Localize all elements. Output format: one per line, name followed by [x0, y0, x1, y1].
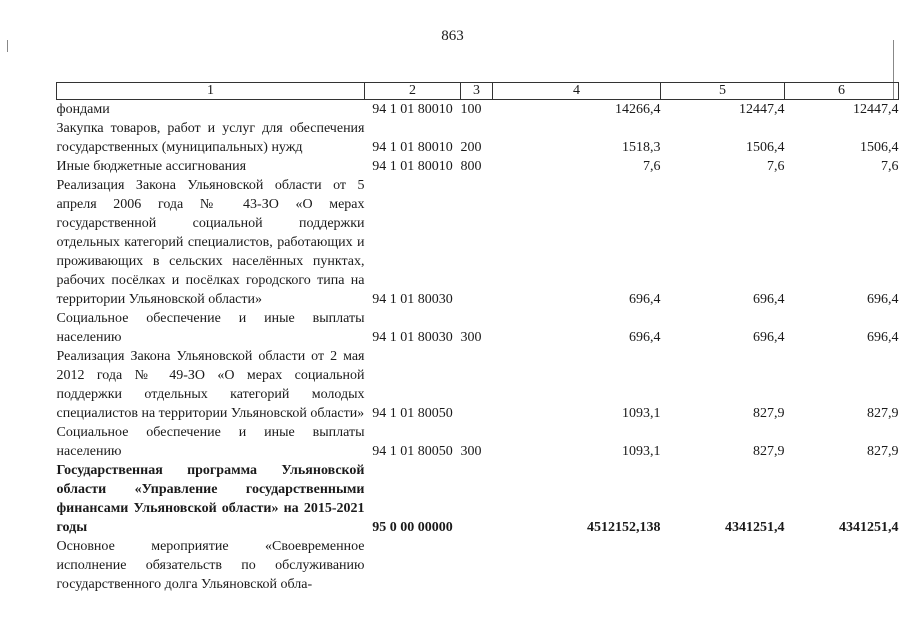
column-header: 2: [365, 83, 461, 100]
row-value-5-cell: 4341251,4: [725, 520, 785, 535]
row-value-6-cell: [785, 537, 899, 594]
row-value-4-cell: 1093,1: [622, 406, 661, 421]
row-value-5-cell: 696,4: [753, 330, 785, 345]
row-value-5-cell: 827,9: [753, 406, 785, 421]
row-name-cell: Реализация Закона Ульяновской области от 2 мая 2012 года № 49-ЗО «О мерах социальной поддержки отдельных категорий молодых специалистов на территории Ульяновской области»: [56, 349, 365, 421]
row-value-6-cell: 1506,4: [860, 140, 899, 155]
row-value-5-cell: 1506,4: [746, 140, 785, 155]
row-value-4-cell: 1093,1: [622, 444, 661, 459]
row-name-cell: Закупка товаров, работ и услуг для обеспечения государственных (муниципальных) нужд: [56, 121, 365, 155]
table-row: [57, 423, 899, 461]
row-type-cell: 100: [460, 102, 482, 117]
row-code-cell: 94 1 01 80030: [372, 330, 453, 345]
row-value-4-cell: 4512152,138: [587, 520, 661, 535]
row-type-cell: 200: [460, 140, 482, 155]
column-header: 4: [493, 83, 661, 100]
row-value-4-cell: 696,4: [629, 292, 661, 307]
row-code-cell: 94 1 01 80010: [372, 102, 453, 117]
row-value-4-cell: 14266,4: [615, 102, 661, 117]
table-row: [57, 157, 899, 176]
row-value-4-cell: [493, 537, 661, 594]
column-header: 6: [785, 83, 899, 100]
row-value-4-cell: 1518,3: [622, 140, 661, 155]
table-row: [57, 347, 899, 423]
row-value-4-cell: 7,6: [643, 159, 661, 174]
scan-mark: [7, 40, 8, 52]
row-value-5-cell: 12447,4: [739, 102, 785, 117]
table-row: [57, 309, 899, 347]
row-type-cell: 300: [460, 330, 482, 345]
row-type-cell: [461, 461, 493, 537]
row-type-cell: [461, 347, 493, 423]
row-value-6-cell: 696,4: [867, 330, 899, 345]
row-code-cell: 94 1 01 80050: [372, 444, 453, 459]
row-code-cell: 94 1 01 80050: [372, 406, 453, 421]
table-row: [57, 537, 899, 594]
row-name-cell: фондами: [56, 102, 110, 117]
budget-table: [56, 82, 899, 594]
row-name-cell: Государственная программа Ульяновской области «Управление государственными финансами Ульяновской области» на 2015-2021 годы: [56, 463, 365, 535]
row-value-5-cell: 7,6: [767, 159, 785, 174]
column-header: 1: [57, 83, 365, 100]
table-row: [57, 176, 899, 309]
row-value-4-cell: 696,4: [629, 330, 661, 345]
column-header: 3: [461, 83, 493, 100]
row-type-cell: [461, 537, 493, 594]
row-name-cell: Основное мероприятие «Своевременное исполнение обязательств по обслуживанию государственного долга Ульяновской обла-: [56, 539, 365, 592]
row-value-6-cell: 12447,4: [853, 102, 899, 117]
row-code-cell: [365, 537, 461, 594]
row-code-cell: 94 1 01 80010: [372, 159, 453, 174]
row-value-6-cell: 7,6: [881, 159, 899, 174]
row-value-6-cell: 827,9: [867, 406, 899, 421]
row-value-6-cell: 696,4: [867, 292, 899, 307]
row-code-cell: 94 1 01 80010: [372, 140, 453, 155]
table-row: [57, 461, 899, 537]
row-value-5-cell: 827,9: [753, 444, 785, 459]
row-value-6-cell: 4341251,4: [839, 520, 899, 535]
column-header: 5: [661, 83, 785, 100]
table-row: [57, 100, 899, 120]
row-name-cell: Социальное обеспечение и иные выплаты населению: [56, 425, 365, 459]
row-value-5-cell: [661, 537, 785, 594]
row-code-cell: 95 0 00 00000: [372, 520, 453, 535]
row-type-cell: 800: [460, 159, 482, 174]
row-name-cell: Реализация Закона Ульяновской области от 5 апреля 2006 года № 43-ЗО «О мерах государственной социальной поддержки отдельных категорий специалистов, работающих и проживающих в сельских населённых пунктах, рабочих посёлках и посёлках городского типа на территории Ульяновской области»: [56, 178, 365, 307]
row-type-cell: [461, 176, 493, 309]
row-type-cell: 300: [460, 444, 482, 459]
row-value-5-cell: 696,4: [753, 292, 785, 307]
row-name-cell: Иные бюджетные ассигнования: [56, 159, 247, 174]
table-row: [57, 119, 899, 157]
row-code-cell: 94 1 01 80030: [372, 292, 453, 307]
page-number: 863: [441, 28, 464, 44]
table-header-row: [57, 83, 899, 100]
row-value-6-cell: 827,9: [867, 444, 899, 459]
row-name-cell: Социальное обеспечение и иные выплаты населению: [56, 311, 365, 345]
